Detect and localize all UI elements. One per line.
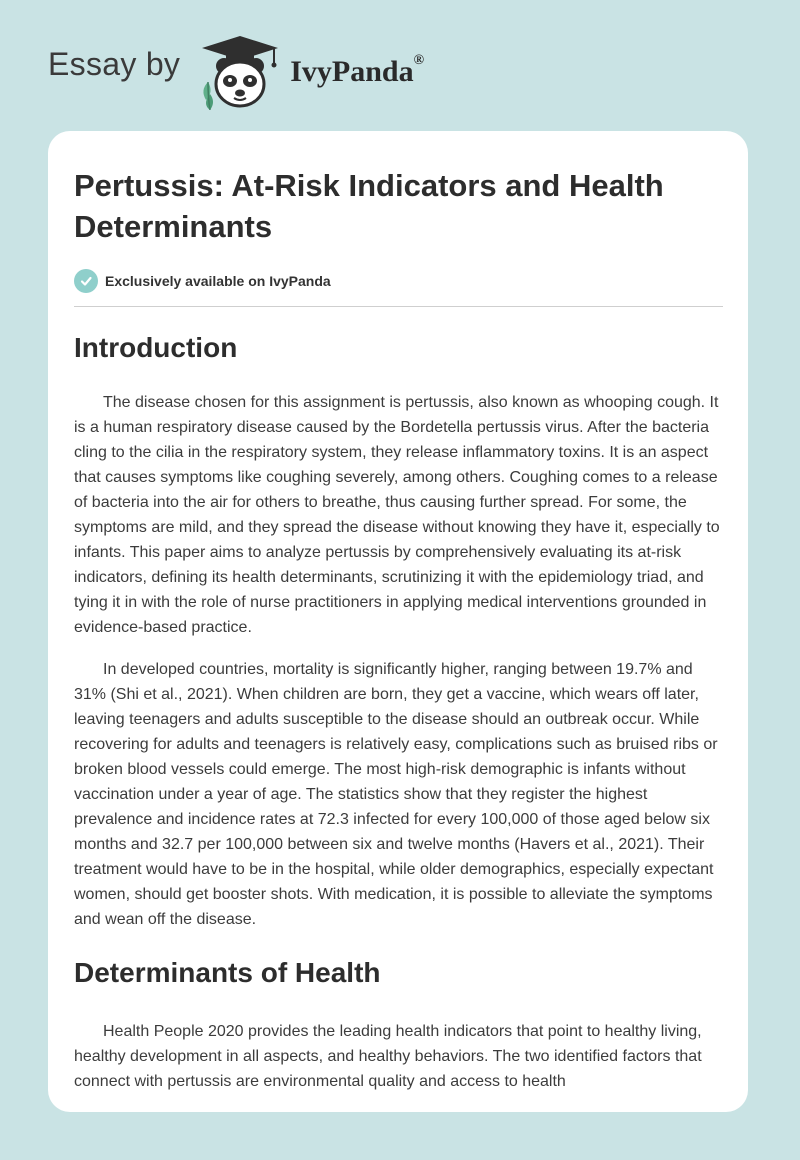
essay-by-label: Essay by	[48, 45, 181, 82]
ivypanda-logo-icon[interactable]	[196, 34, 284, 110]
ivypanda-brand[interactable]	[290, 55, 424, 89]
exclusive-badge	[74, 269, 723, 293]
essay-title: Pertussis: At-Risk Indicators and Health Determinants	[74, 168, 664, 244]
essay-card	[48, 131, 748, 1112]
section-heading-determinants: Determinants of Health	[74, 957, 381, 988]
site-header	[48, 30, 424, 110]
paragraph: The disease chosen for this assignment is pertussis, also known as whooping cough. It is a human respiratory disease caused by the Bordetella pertussis virus. After the bacteria cling to the cilia in the respiratory system, they release inflammatory toxins. It is an aspect that causes symptoms like coughing severely, among others. Coughing comes to a release of bacteria into the air for others to breathe, thus causing further spread. For some, the symptoms are mild, and they spread the disease without knowing they have it, especially to infants. This paper aims to analyze pertussis by comprehensively evaluating its at-risk indicators, defining its health determinants, scrutinizing it with the epidemiology triad, and tying it in with the role of nurse practitioners in applying medical interventions grounded in evidence-based practice.	[74, 394, 720, 636]
exclusive-label: Exclusively available on IvyPanda	[105, 273, 331, 289]
section-heading-introduction: Introduction	[74, 332, 238, 363]
checkmark-icon	[74, 269, 98, 293]
paragraph: Health People 2020 provides the leading health indicators that point to healthy living, healthy development in all aspects, and healthy behaviors. The two identified factors that connect with pertussis are environmental quality and access to health	[74, 1023, 702, 1090]
essay-content	[74, 165, 723, 1094]
divider	[74, 306, 723, 307]
brand-name: IvyPanda	[290, 55, 414, 88]
registered-mark: ®	[413, 53, 425, 68]
paragraph: In developed countries, mortality is significantly higher, ranging between 19.7% and 31% (Shi et al., 2021). When children are born, they get a vaccine, which wears off later, leaving teenagers and adults susceptible to the disease should an outbreak occur. While recovering for adults and teenagers is relatively easy, complications such as bruised ribs or broken blood vessels could emerge. The most high-risk demographic is infants without vaccination under a year of age. The statistics show that they register the highest prevalence and incidence rates at 72.3 infected for every 100,000 of those aged below six months and 32.7 per 100,000 between six and twelve months (Havers et al., 2021). Their treatment would have to be in the hospital, while older demographics, especially expectant women, should get booster shots. With medication, it is possible to alleviate the symptoms and wean off the disease.	[74, 661, 718, 928]
